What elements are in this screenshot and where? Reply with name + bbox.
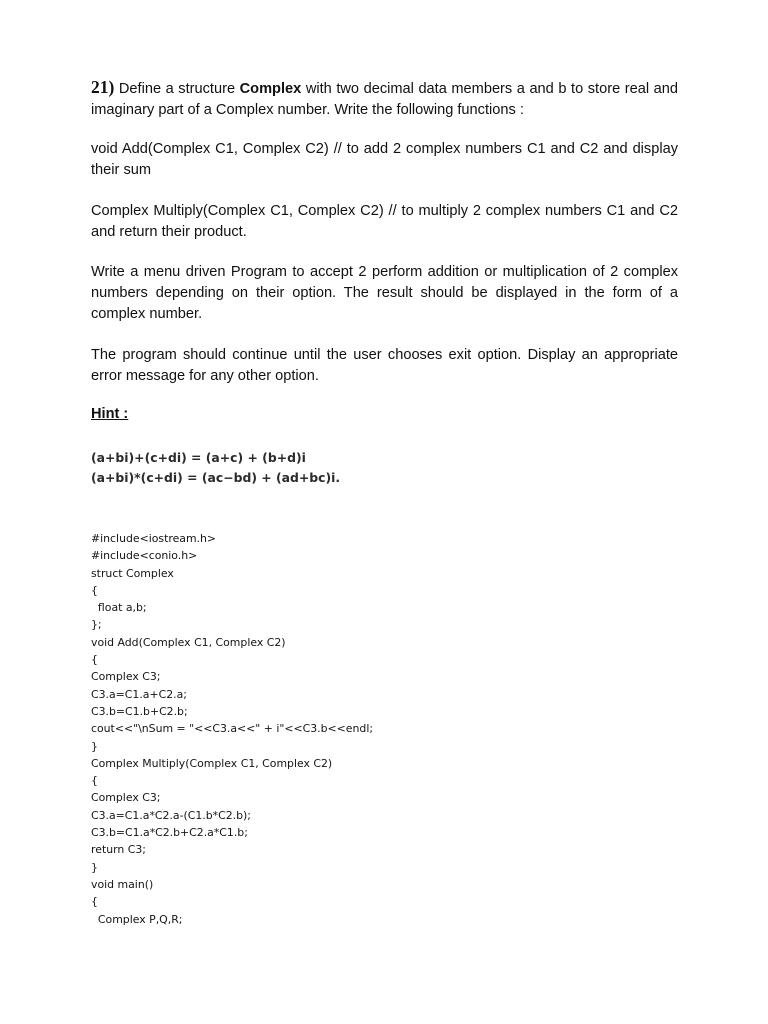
- code-line: C3.b=C1.a*C2.b+C2.a*C1.b;: [91, 826, 248, 840]
- code-line: {: [91, 653, 98, 667]
- code-line: C3.a=C1.a+C2.a;: [91, 687, 187, 701]
- code-line: struct Complex: [91, 566, 174, 580]
- intro-before: Define a structure: [114, 81, 240, 97]
- code-line: float a,b;: [91, 601, 147, 615]
- code-line: return C3;: [91, 843, 146, 857]
- code-line: Complex P,Q,R;: [91, 912, 183, 926]
- hint-heading: Hint :: [91, 406, 129, 422]
- code-line: {: [91, 895, 98, 909]
- code-line: cout<<"\nSum = "<<C3.a<<" + i"<<C3.b<<endl;: [91, 722, 374, 736]
- code-line: C3.a=C1.a*C2.a-(C1.b*C2.b);: [91, 808, 251, 822]
- code-line: #include<conio.h>: [91, 549, 198, 563]
- code-line: void main(): [91, 877, 154, 891]
- multiply-function-paragraph: Complex Multiply(Complex C1, Complex C2) // to multiply 2 complex numbers C1 and C2 and return their product.: [91, 203, 678, 240]
- structure-name: Complex: [239, 81, 302, 97]
- code-line: C3.b=C1.b+C2.b;: [91, 704, 188, 718]
- code-line: {: [91, 774, 98, 788]
- continue-program-paragraph: The program should continue until the user chooses exit option. Display an appropriate error message for any other option.: [91, 347, 678, 384]
- code-line: }: [91, 739, 98, 753]
- intro-after: with two decimal data members a and b to store real and imaginary part of a Complex number. Write the following functions :: [91, 81, 678, 118]
- menu-program-paragraph: Write a menu driven Program to accept 2 perform addition or multiplication of 2 complex numbers depending on their option. The result should be displayed in the form of a complex number.: [91, 264, 678, 322]
- question-number: 21): [91, 77, 115, 97]
- code-line: {: [91, 583, 98, 597]
- hint-formula-add: (a+bi)+(c+di) = (a+c) + (b+d)i: [91, 450, 306, 465]
- code-line: Complex Multiply(Complex C1, Complex C2): [91, 756, 333, 770]
- add-function-paragraph: void Add(Complex C1, Complex C2) // to add 2 complex numbers C1 and C2 and display their sum: [91, 141, 678, 178]
- question-intro: [91, 77, 678, 121]
- code-line: };: [91, 618, 102, 632]
- code-line: #include<iostream.h>: [91, 532, 217, 545]
- code-line: void Add(Complex C1, Complex C2): [91, 635, 286, 649]
- code-line: Complex C3;: [91, 670, 161, 684]
- hint-formula-multiply: (a+bi)*(c+di) = (ac−bd) + (ad+bc)i.: [91, 470, 341, 485]
- code-line: }: [91, 860, 98, 874]
- code-line: Complex C3;: [91, 791, 161, 805]
- code-listing: [91, 530, 373, 928]
